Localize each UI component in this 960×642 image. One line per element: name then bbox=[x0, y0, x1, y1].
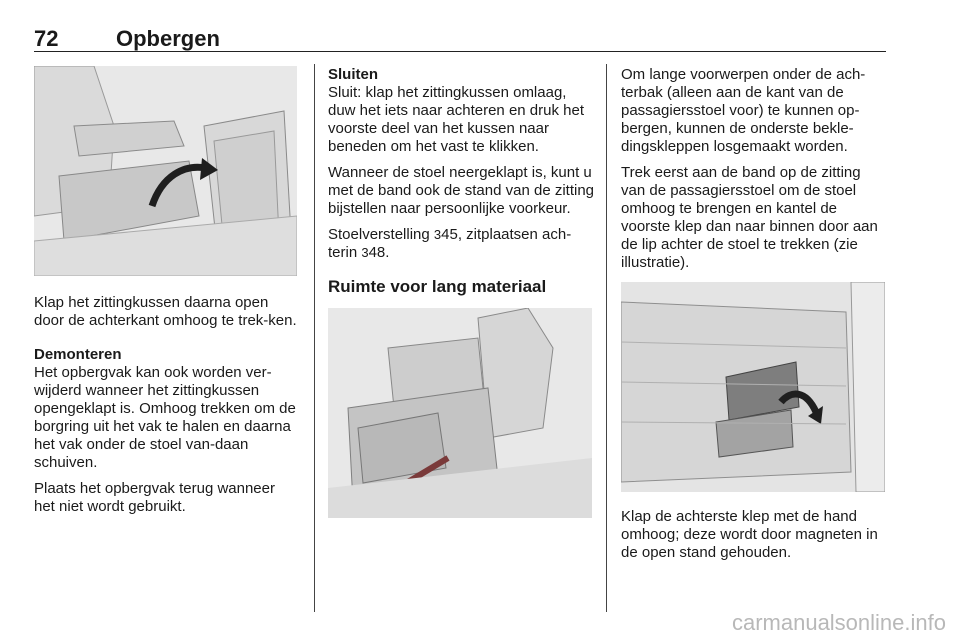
caption-figure-1: Klap het zittingkussen daarna open door de achterkant omhoog te trek-ken. bbox=[34, 294, 297, 329]
watermark: carmanualsonline.info bbox=[731, 610, 946, 635]
paragraph-close: Sluit: klap het zittingkussen omlaag, duw het iets naar achteren en druk het voorste deel van het kussen naar beneden om het vast te klikken. bbox=[328, 84, 584, 155]
header-rule bbox=[34, 51, 886, 52]
page-header bbox=[34, 26, 886, 54]
heading-demonteren: Demonteren bbox=[34, 346, 122, 363]
paragraph-pull-strap: Trek eerst aan de band op de zitting van de passagiersstoel om de stoel omhoog te brengen en kantel de voorste klep dan naar binnen door aan de lip achter de stoel te trekken (zie illustratie). bbox=[621, 164, 878, 271]
ref-page-1[interactable]: 45 bbox=[441, 226, 458, 243]
paragraph-remove: Het opbergvak kan ook worden ver-wijderd wanneer het zittingkussen opengeklapt is. Omhoog trekken om de borgring uit het vak te halen en daarna het vak onder de stoel van-daan schuiven. bbox=[34, 364, 296, 471]
paragraph-replace: Plaats het opbergvak terug wanneer het niet wordt gebruikt. bbox=[34, 480, 275, 515]
column-3 bbox=[621, 66, 887, 570]
figure-seat-cushion-open bbox=[34, 66, 297, 276]
figure-flap-open bbox=[621, 282, 885, 492]
section-title: Ruimte voor lang materiaal bbox=[328, 277, 547, 296]
column-2 bbox=[328, 66, 596, 518]
ref-arrow-icon-2: 3 bbox=[361, 245, 369, 260]
paragraph-long-items: Om lange voorwerpen onder de ach-terbak (alleen aan de kant van de passagiersstoel voor) te kunnen op-bergen, kunnen de onderste bekle-dingskleppen losgemaakt worden. bbox=[621, 66, 866, 155]
column-divider-2 bbox=[606, 64, 607, 612]
paragraph-adjust: Wanneer de stoel neergeklapt is, kunt u met de band ook de stand van de zitting bijstellen naar persoonlijke voorkeur. bbox=[328, 164, 595, 217]
ref-arrow-icon: 3 bbox=[433, 227, 442, 242]
ref-end: . bbox=[385, 244, 390, 261]
page-number: 72 bbox=[34, 26, 59, 51]
figure-storage-compartment bbox=[328, 308, 592, 518]
cross-reference[interactable] bbox=[328, 226, 596, 262]
column-divider-1 bbox=[314, 64, 315, 612]
ref-text-2: , zitplaatsen ach-terin bbox=[328, 226, 572, 261]
ref-text-1: Stoelverstelling bbox=[328, 226, 434, 243]
column-1 bbox=[34, 66, 299, 524]
chapter-title: Opbergen bbox=[116, 26, 220, 51]
ref-page-2[interactable]: 48 bbox=[368, 244, 386, 261]
heading-sluiten: Sluiten bbox=[328, 66, 379, 83]
caption-figure-3: Klap de achterste klep met de hand omhoog; deze wordt door magneten in de open stand gehouden. bbox=[621, 508, 878, 561]
